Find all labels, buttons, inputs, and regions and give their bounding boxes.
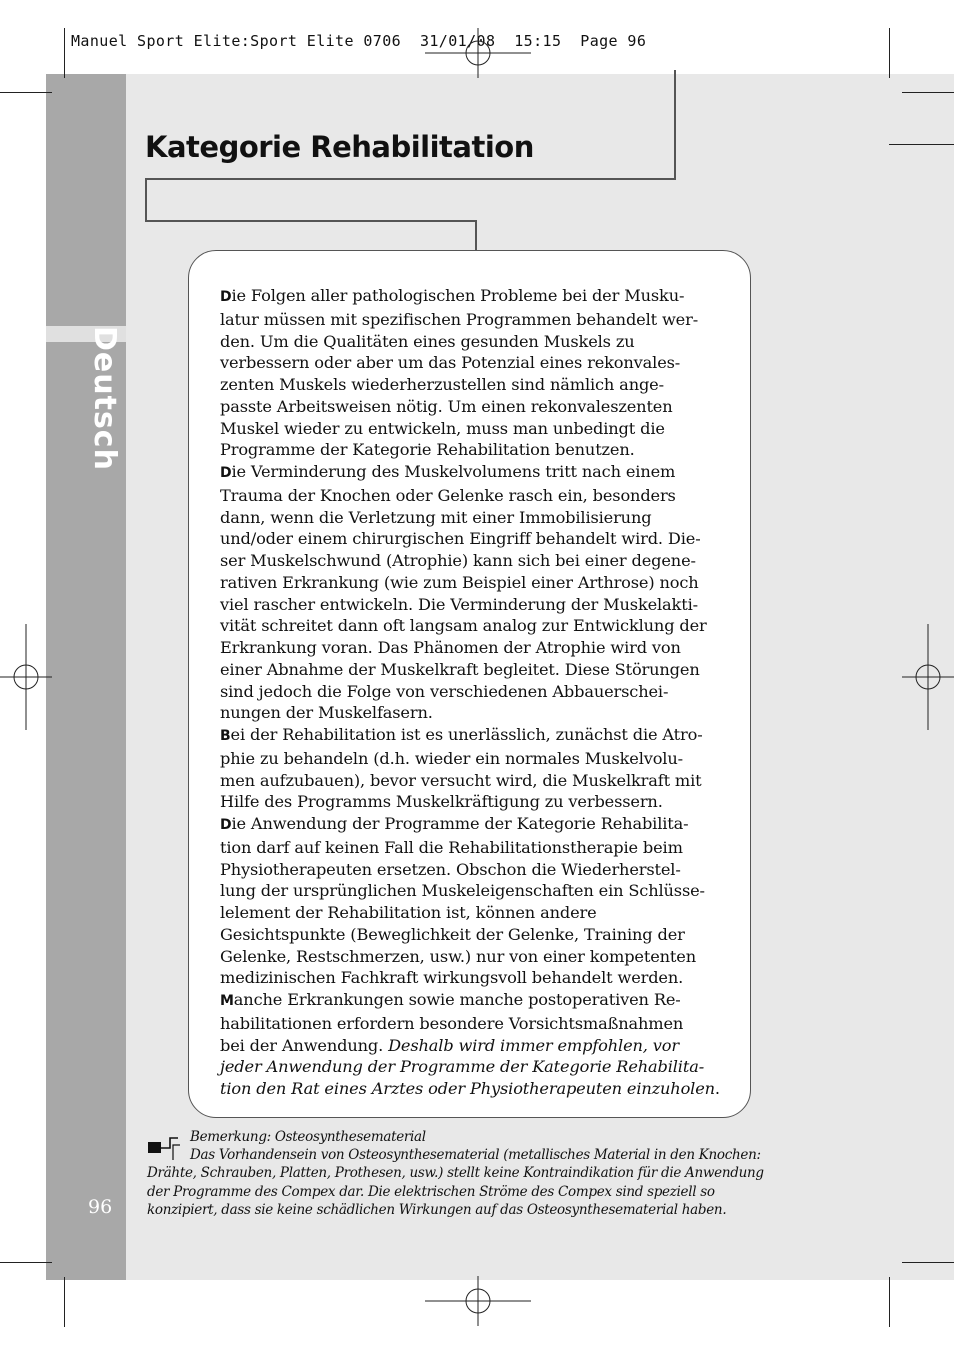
body-line-text: viel rascher entwickeln. Die Verminderung der Muskelakti- [220,594,698,614]
body-line [220,374,720,396]
body-line-text: den. Um die Qualitäten eines gesunden Muskels zu [220,331,635,351]
body-line-text: ser Muskelschwund (Atrophie) kann sich bei einer degene- [220,551,696,570]
body-line-text: Trauma der Knochen oder Gelenke rasch ein, besonders [220,485,676,505]
body-line [220,615,720,637]
body-line [220,396,720,418]
body-line [220,924,720,946]
body-line [220,352,720,374]
drop-initial: M [220,993,234,1009]
note-line: Drähte, Schrauben, Platten, Prothesen, usw.) stellt keine Kontraindikation für die Anwendung [147,1165,764,1182]
body-line [220,659,720,681]
body-line-text: ie Folgen aller pathologischen Probleme bei der Musku- [231,286,685,305]
body-line [220,461,720,485]
body-line [220,681,720,703]
body-text [220,285,720,1100]
body-line-text: tion den Rat eines Arztes oder Physiotherapeuten einzuholen [220,1079,715,1098]
body-line [220,285,720,309]
note-line: der Programme des Compex dar. Die elektrischen Ströme des Compex sind speziell so [147,1183,715,1200]
body-line-text: Deshalb wird immer empfohlen, vor [388,1035,679,1055]
body-line [220,594,720,616]
crop-mark [64,28,65,78]
crop-mark [64,1277,65,1327]
page-title: Kategorie Rehabilitation [145,130,534,164]
body-line-text: latur müssen mit spezifischen Programmen behandelt wer- [220,309,699,329]
body-line [220,702,720,724]
body-line-text: Gesichtspunkte (Beweglichkeit der Gelenke, Training der [220,924,685,944]
body-line [220,770,720,792]
print-header: Manuel Sport Elite:Sport Elite 0706 31/01/08 15:15 Page 96 [71,32,647,50]
body-line-text: Erkrankung voran. Das Phänomen der Atrophie wird von [220,638,681,657]
registration-mark-right [902,624,954,730]
body-line-text: tion darf auf keinen Fall die Rehabilitationstherapie beim [220,837,683,857]
body-line-text: dann, wenn die Verletzung mit einer Immobilisierung [220,507,652,527]
body-line-text: Gelenke, Restschmerzen, usw.) nur von einer kompetenten [220,946,696,966]
body-line-text: passte Arbeitsweisen nötig. Um einen rekonvaleszenten [220,396,673,416]
body-line [220,837,720,859]
page-number: 96 [88,1196,113,1218]
body-line-text: Hilfe des Programms Muskelkräftigung zu verbessern. [220,792,663,812]
note-line: Das Vorhandensein von Osteosynthesematerial (metallisches Material in den Knochen: [190,1147,761,1164]
body-line [220,902,720,924]
body-line [220,967,720,989]
body-line-text: zenten Muskels wiederherzustellen sind nämlich ange- [220,375,664,394]
body-line [220,724,720,748]
body-line-text: Physiotherapeuten ersetzen. Obschon die Wiederherstel- [220,859,681,879]
body-line [220,859,720,881]
crop-mark [889,1277,890,1327]
body-line-text: habilitationen erfordern besondere Vorsichtsmaßnahmen [220,1013,684,1033]
note-title: Bemerkung: Osteosynthesematerial [190,1129,426,1145]
body-line-text: anche Erkrankungen sowie manche postoperativen Re- [233,990,681,1009]
body-line-text: lung der ursprünglichen Muskeleigenschaften ein Schlüsse- [220,881,705,901]
body-line [220,331,720,353]
crop-mark [902,92,954,93]
body-line [220,528,720,550]
crop-mark [889,144,954,145]
body-line-text: lelement der Rehabilitation ist, können andere [220,903,597,922]
drop-initial: B [220,728,231,744]
body-line-text: vität schreitet dann oft langsam analog zur Entwicklung der [220,616,707,636]
frame-line-lower-horizontal [145,220,477,222]
drop-initial: D [220,465,232,481]
frame-line-title-bottom [145,178,676,180]
body-line [220,309,720,331]
drop-initial: D [220,289,232,305]
body-line-text: phie zu behandeln (d.h. wieder ein normales Muskelvolu- [220,748,683,768]
body-line-text: . [714,1079,720,1098]
body-line-text: sind jedoch die Folge von verschiedenen Abbauerschei- [220,681,669,701]
body-line [220,1056,720,1078]
body-line-text: ie Verminderung des Muskelvolumens tritt nach einem [231,462,676,481]
body-line [220,989,720,1013]
frame-line-top-vertical [674,70,676,180]
crop-mark [889,28,890,78]
body-line [220,637,720,659]
body-line [220,813,720,837]
crop-mark [0,1262,52,1263]
crop-mark [902,1262,954,1263]
body-line-text: und/oder einem chirurgischen Eingriff behandelt wird. Die- [220,529,701,549]
body-line-text: medizinischen Fachkraft wirkungsvoll behandelt werden. [220,968,684,988]
body-line-text: nungen der Muskelfasern. [220,703,433,723]
body-line [220,1013,720,1035]
drop-initial: D [220,817,232,833]
note-block [147,1128,764,1219]
crop-mark [0,92,52,93]
body-line [220,418,720,440]
body-line-text: jeder Anwendung der Programme der Kategorie Rehabilita- [220,1057,705,1077]
frame-line-left-vertical [145,178,147,222]
body-line [220,550,720,572]
registration-mark-bottom [425,1276,531,1326]
body-line [220,485,720,507]
body-line-text: bei der Anwendung. [220,1035,389,1055]
body-line [220,791,720,813]
body-line [220,748,720,770]
note-line: konzipiert, dass sie keine schädlichen Wirkungen auf das Osteosynthesematerial haben. [147,1201,727,1218]
body-line [220,1078,720,1100]
body-line [220,1035,720,1057]
body-line [220,439,720,461]
body-line [220,572,720,594]
frame-line-connector [475,220,477,251]
body-line-text: ie Anwendung der Programme der Kategorie Rehabilita- [231,814,689,833]
body-line-text: men aufzubauen), bevor versucht wird, die Muskelkraft mit [220,770,702,790]
body-line-text: Muskel wieder zu entwickeln, muss man unbedingt die [220,418,665,438]
body-line-text: einer Abnahme der Muskelkraft begleitet. Diese Störungen [220,659,700,679]
body-line-text: verbessern oder aber um das Potenzial eines rekonvales- [220,353,681,373]
body-line-text: ei der Rehabilitation ist es unerlässlich, zunächst die Atro- [230,725,703,744]
sidebar-strip [46,74,126,1280]
body-line [220,507,720,529]
body-line [220,946,720,968]
registration-mark-left [0,624,52,730]
main-text-box [188,250,751,1118]
registration-mark-top [425,28,531,78]
sidebar-language-label: Deutsch [87,326,122,471]
body-line-text: Programme der Kategorie Rehabilitation benutzen. [220,440,635,460]
body-line [220,880,720,902]
body-line-text: rativen Erkrankung (wie zum Beispiel einer Arthrose) noch [220,572,699,592]
